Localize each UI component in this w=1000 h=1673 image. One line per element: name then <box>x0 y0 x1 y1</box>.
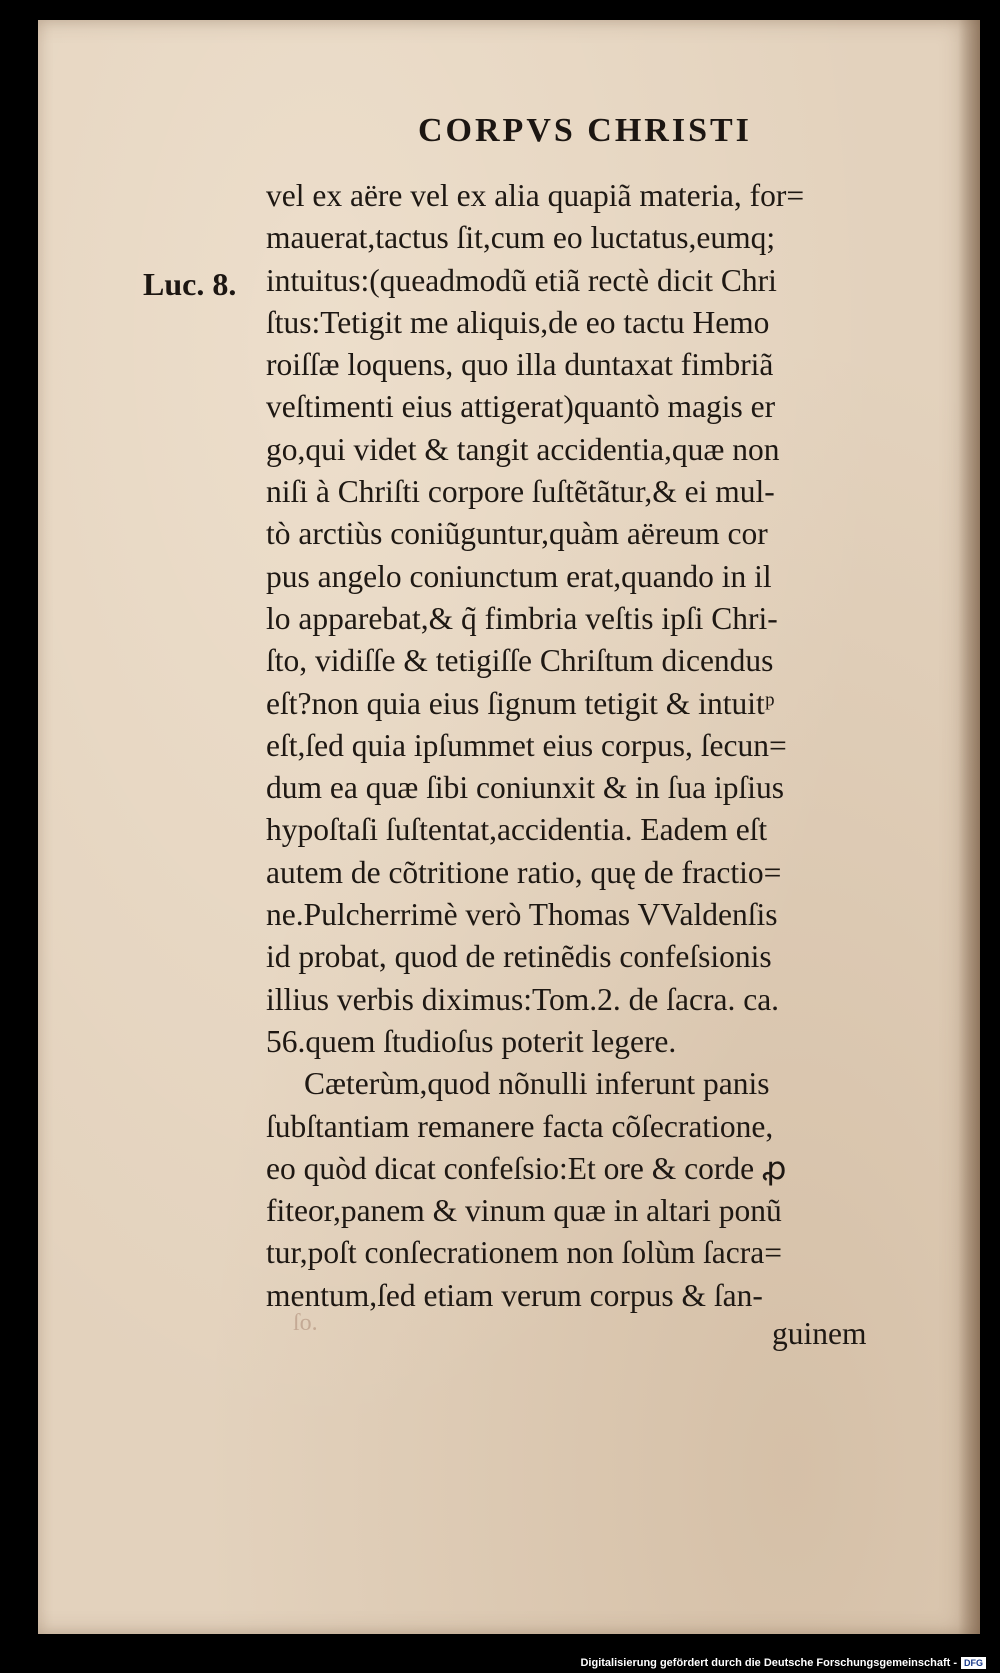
text-line: ne.Pulcherrimè verò Thomas VValdenſis <box>266 897 778 933</box>
text-line: roiſſæ loquens, quo illa duntaxat fimbriã <box>266 347 774 383</box>
text-line: autem de cõtritione ratio, quę de fractio= <box>266 854 782 890</box>
dfg-logo-icon: DFG <box>961 1657 986 1669</box>
marginal-note: Luc. 8. <box>143 266 237 302</box>
text-line: fiteor,panem & vinum quæ in altari ponũ <box>266 1193 782 1229</box>
text-line: go,qui videt & tangit accidentia,quæ non <box>266 431 780 467</box>
text-line: lo apparebat,& q̃ fimbria veſtis ipſi Chri- <box>266 600 778 636</box>
text-line: pus angelo coniunctum erat,quando in il <box>266 558 772 594</box>
text-line: tò arctiùs coniũguntur,quàm aëreum cor <box>266 516 768 552</box>
text-line: dum ea quæ ſibi coniunxit & in ſua ipſius <box>266 770 784 806</box>
text-line: mauerat,tactus ſit,cum eo luctatus,eumq; <box>266 220 776 256</box>
text-line: niſi à Chriſti corpore ſuſtẽtãtur,& ei mul- <box>266 474 775 510</box>
text-line: intuitus:(queadmodũ etiã rectè dicit Chri <box>266 262 777 298</box>
text-line: hypoſtaſi ſuſtentat,accidentia. Eadem eſt <box>266 812 768 848</box>
catchword: guinem <box>772 1316 867 1351</box>
text-line: 56.quem ſtudioſus poterit legere. <box>266 1023 677 1059</box>
running-head: CORPVS CHRISTI <box>418 112 752 149</box>
text-line: ſtus:Tetigit me aliquis,de eo tactu Hemo <box>266 304 770 340</box>
text-line: vel ex aëre vel ex alia quapiã materia, for= <box>266 178 805 213</box>
text-line: eſt?non quia eius ſignum tetigit & intuitᵖ <box>266 685 775 721</box>
bleed-through-text: ſo. <box>293 1310 318 1336</box>
text-line: eſt,ſed quia ipſummet eius corpus, ſecun= <box>266 727 787 763</box>
text-line: mentum,ſed etiam verum corpus & ſan- <box>266 1277 763 1313</box>
text-line: veſtimenti eius attigerat)quantò magis er <box>266 389 776 425</box>
text-line: ſubſtantiam remanere facta cõſecratione, <box>266 1108 774 1144</box>
book-page <box>38 20 980 1634</box>
body-text <box>266 175 946 1317</box>
digitization-credit <box>580 1657 986 1669</box>
text-line: tur,poſt conſecrationem non ſolùm ſacra= <box>266 1235 782 1271</box>
text-line: id probat, quod de retinẽdis confeſsionis <box>266 939 772 975</box>
credit-text: Digitalisierung gefördert durch die Deutsche Forschungsgemeinschaft - <box>580 1657 957 1669</box>
text-line: illius verbis diximus:Tom.2. de ſacra. ca. <box>266 981 780 1017</box>
page-gutter-shadow <box>958 20 980 1634</box>
paragraph-first-line: Cæterùm,quod nõnulli inferunt panis <box>304 1066 770 1102</box>
text-line: eo quòd dicat confeſsio:Et ore & corde ꝓ <box>266 1150 787 1186</box>
text-line: ſto, vidiſſe & tetigiſſe Chriſtum dicendus <box>266 643 774 679</box>
